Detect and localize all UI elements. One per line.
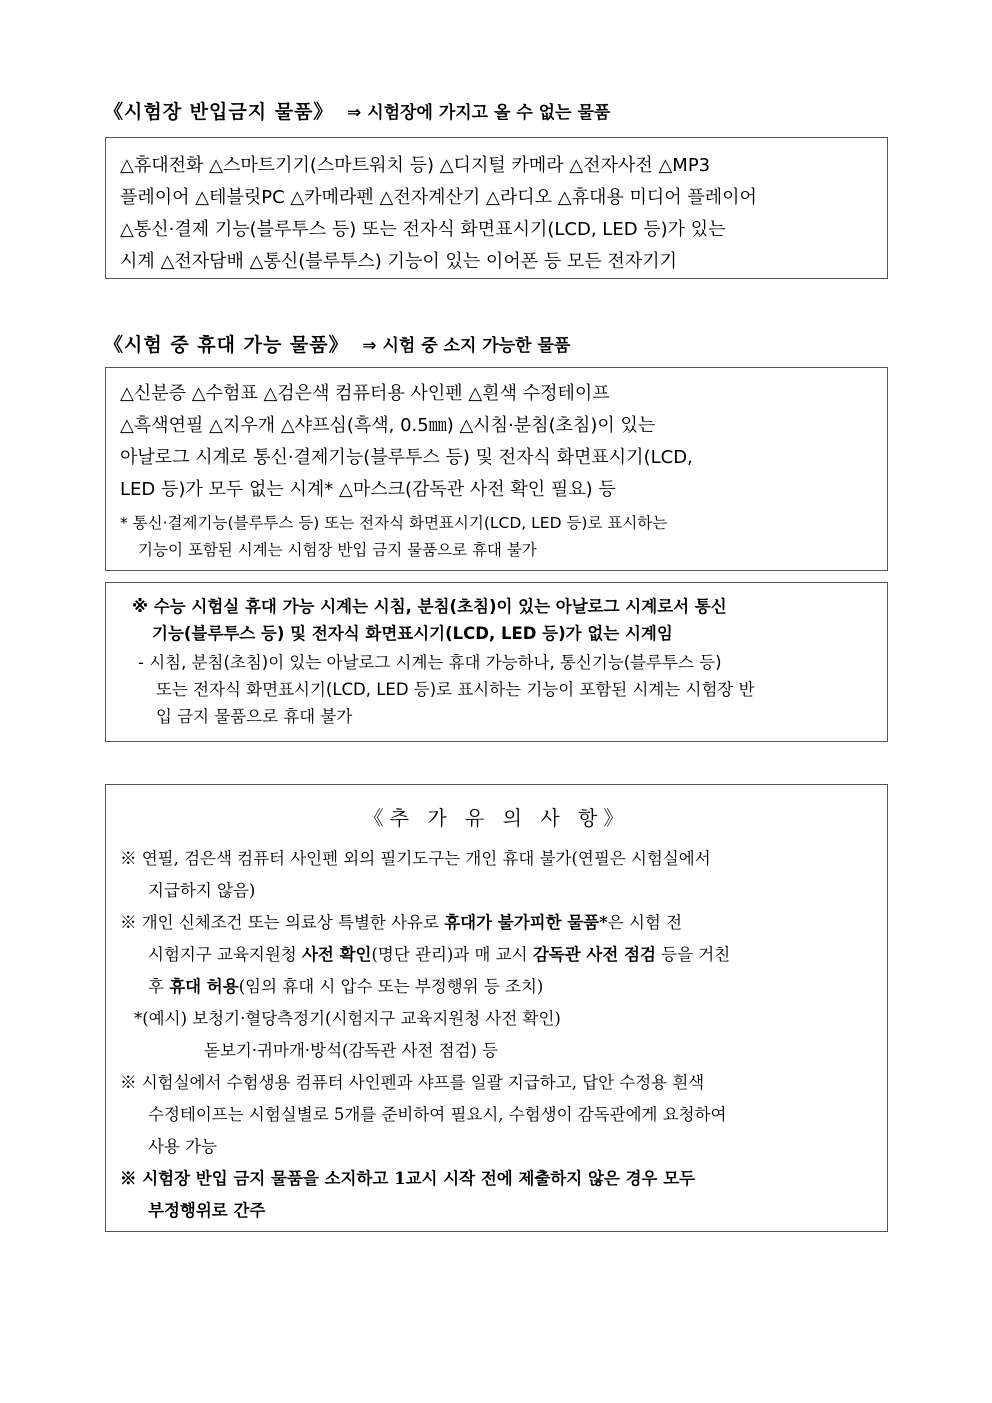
- watch-notice-bold: ※ 수능 시험실 휴대 가능 시계는 시침, 분침(초침)이 있는 아날로그 시계로서 통신: [132, 597, 727, 616]
- example-line: 돋보기·귀마개·방석(감독관 사전 점검) 등: [204, 1041, 499, 1060]
- note-text: 시험지구 교육지원청: [148, 945, 302, 964]
- prohibited-line: △휴대전화 △스마트기기(스마트워치 등) △디지털 카메라 △전자사전 △MP3: [120, 155, 711, 176]
- example-line: *(예시) 보청기·혈당측정기(시험지구 교육지원청 사전 확인): [134, 1009, 561, 1028]
- note-text: 등을 거친: [655, 945, 731, 964]
- note-emphasis: 감독관 사전 점검: [532, 945, 656, 964]
- allowed-line: △신분증 △수험표 △검은색 컴퓨터용 사인펜 △흰색 수정테이프: [120, 383, 610, 404]
- allowed-line: 아날로그 시계로 통신·결제기능(블루투스 등) 및 전자식 화면표시기(LCD,: [120, 447, 693, 468]
- note-item: 지급하지 않음): [148, 881, 256, 900]
- watch-notice-detail: 또는 전자식 화면표시기(LCD, LED 등)로 표시하는 기능이 포함된 시계는 시험장 반: [156, 680, 755, 699]
- section2-title: 《시험 중 휴대 가능 물품》: [104, 334, 349, 356]
- note-item-2-line-2: [120, 939, 873, 971]
- section1-subtitle: ⇒ 시험장에 가지고 올 수 없는 물품: [347, 103, 611, 123]
- note-text: ※ 개인 신체조건 또는 의료상 특별한 사유로: [120, 913, 445, 932]
- note-emphasis: 휴대 허용: [169, 977, 239, 996]
- note-item: ※ 시험실에서 수험생용 컴퓨터 사인펜과 샤프를 일괄 지급하고, 답안 수정용 흰색: [120, 1073, 705, 1092]
- note-emphasis: 사전 확인: [301, 945, 372, 964]
- note-item-2-line-3: [120, 971, 873, 1003]
- prohibited-items-box: [105, 137, 888, 279]
- prohibited-line: 플레이어 △테블릿PC △카메라펜 △전자계산기 △라디오 △휴대용 미디어 플레이어: [120, 187, 757, 208]
- allowed-footnote: 기능이 포함된 시계는 시험장 반입 금지 물품으로 휴대 불가: [138, 541, 537, 559]
- additional-notes-box: [105, 784, 888, 1232]
- section2-heading: [104, 330, 570, 357]
- note-text: 은 시험 전: [607, 913, 683, 932]
- note-text: (임의 휴대 시 압수 또는 부정행위 등 조치): [238, 977, 544, 996]
- watch-notice-detail: 입 금지 물품으로 휴대 불가: [156, 707, 353, 726]
- watch-notice-detail: - 시침, 분침(초침)이 있는 아날로그 시계는 휴대 가능하나, 통신기능(블루투스 등): [138, 653, 722, 672]
- section1-title: 《시험장 반입금지 물품》: [104, 101, 334, 123]
- note-item-bold: 부정행위로 간주: [148, 1201, 266, 1220]
- note-text: (명단 관리)과 매 교시: [371, 945, 533, 964]
- note-text: 후: [148, 977, 170, 996]
- prohibited-line: 시계 △전자담배 △통신(블루투스) 기능이 있는 이어폰 등 모든 전자기기: [120, 251, 677, 272]
- note-item: ※ 연필, 검은색 컴퓨터 사인펜 외의 필기도구는 개인 휴대 불가(연필은 시험실에서: [120, 849, 711, 868]
- allowed-footnote: * 통신·결제기능(블루투스 등) 또는 전자식 화면표시기(LCD, LED 등)로 표시하는: [120, 514, 668, 532]
- allowed-items-box: [105, 367, 888, 571]
- allowed-line: LED 등)가 모두 없는 시계* △마스크(감독관 사전 확인 필요) 등: [120, 479, 616, 500]
- additional-notes-title: 《추 가 유 의 사 항》: [363, 806, 630, 830]
- allowed-line: △흑색연필 △지우개 △샤프심(흑색, 0.5㎜) △시침·분침(초침)이 있는: [120, 415, 656, 436]
- note-item: 사용 가능: [148, 1137, 218, 1156]
- note-emphasis: 휴대가 불가피한 물품*: [444, 913, 608, 932]
- section1-heading: [104, 97, 610, 124]
- watch-notice-bold: 기능(블루투스 등) 및 전자식 화면표시기(LCD, LED 등)가 없는 시계임: [152, 624, 673, 643]
- section2-subtitle: ⇒ 시험 중 소지 가능한 물품: [362, 336, 571, 356]
- prohibited-line: △통신·결제 기능(블루투스 등) 또는 전자식 화면표시기(LCD, LED 등)가 있는: [120, 219, 726, 240]
- watch-notice-box: [105, 582, 888, 742]
- note-item-2-line-1: [120, 907, 873, 939]
- note-item-bold: ※ 시험장 반입 금지 물품을 소지하고 1교시 시작 전에 제출하지 않은 경우 모두: [120, 1169, 696, 1188]
- note-item: 수정테이프는 시험실별로 5개를 준비하여 필요시, 수험생이 감독관에게 요청하여: [148, 1105, 727, 1124]
